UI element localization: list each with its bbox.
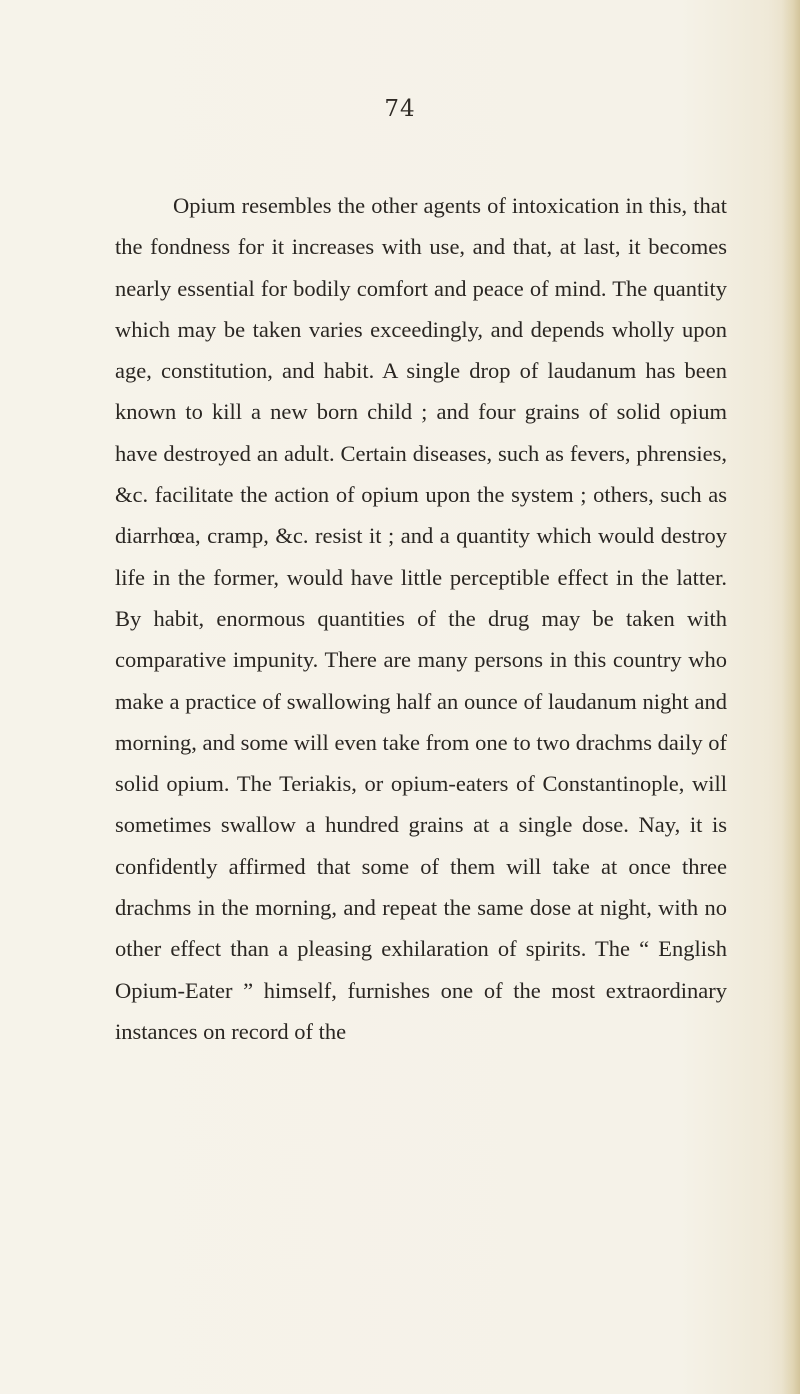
body-paragraph: Opium resembles the other agents of intoxication in this, that the fondness for it increases with use, and that, at last, it becomes nearly essential for bodily comfort and peace of mind. The quantity which may be taken varies exceedingly, and depends wholly upon age, constitution, and habit. A single drop of laudanum has been known to kill a new born child ; and four grains of solid opium have destroyed an adult. Certain diseases, such as fevers, phrensies, &c. facilitate the action of opium upon the system ; others, such as diarrhœa, cramp, &c. resist it ; and a quantity which would destroy life in the former, would have little perceptible effect in the latter. By habit, enormous quantities of the drug may be taken with comparative impunity. There are many persons in this country who make a practice of swallowing half an ounce of laudanum night and morning, and some will even take from one to two drachms daily of solid opium. The Teriakis, or opium-eaters of Constantinople, will sometimes swallow a hundred grains at a single dose. Nay, it is confidently affirmed that some of them will take at once three drachms in the morning, and repeat the same dose at night, with no other effect than a pleasing exhilaration of spirits. The “ English Opium-Eater ” himself, furnishes one of the most extraordinary instances on record of the xyxy=(115,193,727,1044)
page-edge-shadow xyxy=(782,0,800,1394)
page-number: 74 xyxy=(384,96,416,122)
